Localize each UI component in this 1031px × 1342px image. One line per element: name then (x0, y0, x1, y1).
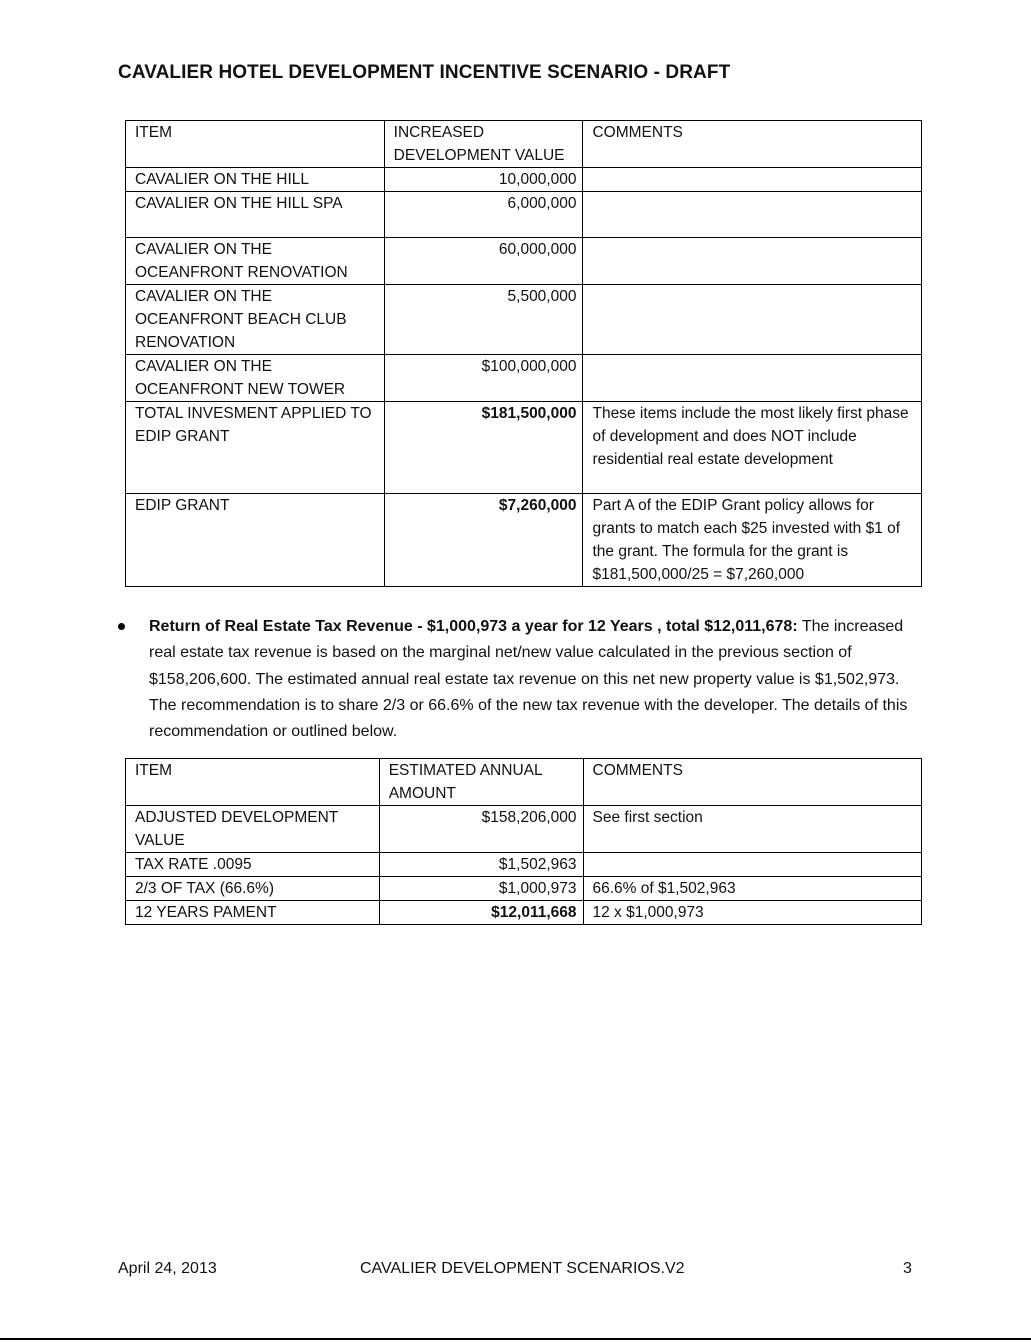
row-value: $1,502,963 (379, 853, 583, 877)
tax-revenue-table (125, 758, 922, 925)
row-value: $181,500,000 (384, 402, 583, 494)
row-comment: Part A of the EDIP Grant policy allows for grants to match each $25 invested with $1 of the grant. The formula for the grant is $181,500,000/25 = $7,260,000 (583, 494, 922, 587)
row-item: CAVALIER ON THE HILL (126, 168, 385, 192)
row-comment (583, 192, 922, 238)
row-comment: These items include the most likely first phase of development and does NOT include residential real estate development (583, 402, 922, 494)
header-item: ITEM (126, 121, 385, 168)
development-value-table (125, 120, 922, 587)
row-item: TOTAL INVESMENT APPLIED TO EDIP GRANT (126, 402, 385, 494)
row-item: CAVALIER ON THE OCEANFRONT BEACH CLUB RENOVATION (126, 285, 385, 355)
row-comment (583, 853, 922, 877)
table-row (126, 238, 922, 285)
row-value: $100,000,000 (384, 355, 583, 402)
table-row (126, 355, 922, 402)
row-item: EDIP GRANT (126, 494, 385, 587)
row-comment (583, 355, 922, 402)
bullet-paragraph (149, 614, 908, 745)
table-row (126, 285, 922, 355)
table-row (126, 806, 922, 853)
header-item: ITEM (126, 759, 380, 806)
bottom-rule (0, 1338, 1031, 1340)
row-comment: See first section (583, 806, 922, 853)
row-item: CAVALIER ON THE OCEANFRONT NEW TOWER (126, 355, 385, 402)
table-row-grant (126, 494, 922, 587)
row-comment (583, 285, 922, 355)
footer-page-number: 3 (903, 1260, 912, 1277)
row-value: 5,500,000 (384, 285, 583, 355)
row-value: $158,206,000 (379, 806, 583, 853)
row-value: $1,000,973 (379, 877, 583, 901)
table-row (126, 853, 922, 877)
footer-document-name: CAVALIER DEVELOPMENT SCENARIOS.V2 (360, 1260, 685, 1277)
row-comment (583, 238, 922, 285)
tax-revenue-bullet (118, 614, 908, 745)
table-row (126, 192, 922, 238)
row-value: $7,260,000 (384, 494, 583, 587)
row-item: 2/3 OF TAX (66.6%) (126, 877, 380, 901)
table-header-row (126, 121, 922, 168)
header-increased-development-value: INCREASED DEVELOPMENT VALUE (384, 121, 583, 168)
row-value: 10,000,000 (384, 168, 583, 192)
table-row (126, 168, 922, 192)
row-value: 60,000,000 (384, 238, 583, 285)
bullet-heading: Return of Real Estate Tax Revenue - $1,000,973 a year for 12 Years , total $12,011,678: (149, 618, 798, 635)
row-value: 6,000,000 (384, 192, 583, 238)
header-comments: COMMENTS (583, 759, 922, 806)
row-item: 12 YEARS PAMENT (126, 901, 380, 925)
page-title: CAVALIER HOTEL DEVELOPMENT INCENTIVE SCENARIO - DRAFT (118, 62, 731, 83)
footer-date: April 24, 2013 (118, 1260, 217, 1277)
table-row (126, 877, 922, 901)
row-item: ADJUSTED DEVELOPMENT VALUE (126, 806, 380, 853)
header-comments: COMMENTS (583, 121, 922, 168)
row-item: CAVALIER ON THE OCEANFRONT RENOVATION (126, 238, 385, 285)
header-estimated-annual-amount: ESTIMATED ANNUAL AMOUNT (379, 759, 583, 806)
row-comment (583, 168, 922, 192)
bullet-body: The increased real estate tax revenue is based on the marginal net/new value calculated in the previous section of $158,206,600. The estimated annual real estate tax revenue on this net new property value is $1,502,973. The recommendation is to share 2/3 or 66.6% of the new tax revenue with the developer. The details of this recommendation or outlined below. (149, 618, 908, 741)
row-value: $12,011,668 (379, 901, 583, 925)
row-comment: 66.6% of $1,502,963 (583, 877, 922, 901)
row-item: CAVALIER ON THE HILL SPA (126, 192, 385, 238)
row-comment: 12 x $1,000,973 (583, 901, 922, 925)
table-row-total (126, 402, 922, 494)
table-row-total (126, 901, 922, 925)
row-item: TAX RATE .0095 (126, 853, 380, 877)
bullet-dot-icon (118, 623, 125, 630)
table-header-row (126, 759, 922, 806)
